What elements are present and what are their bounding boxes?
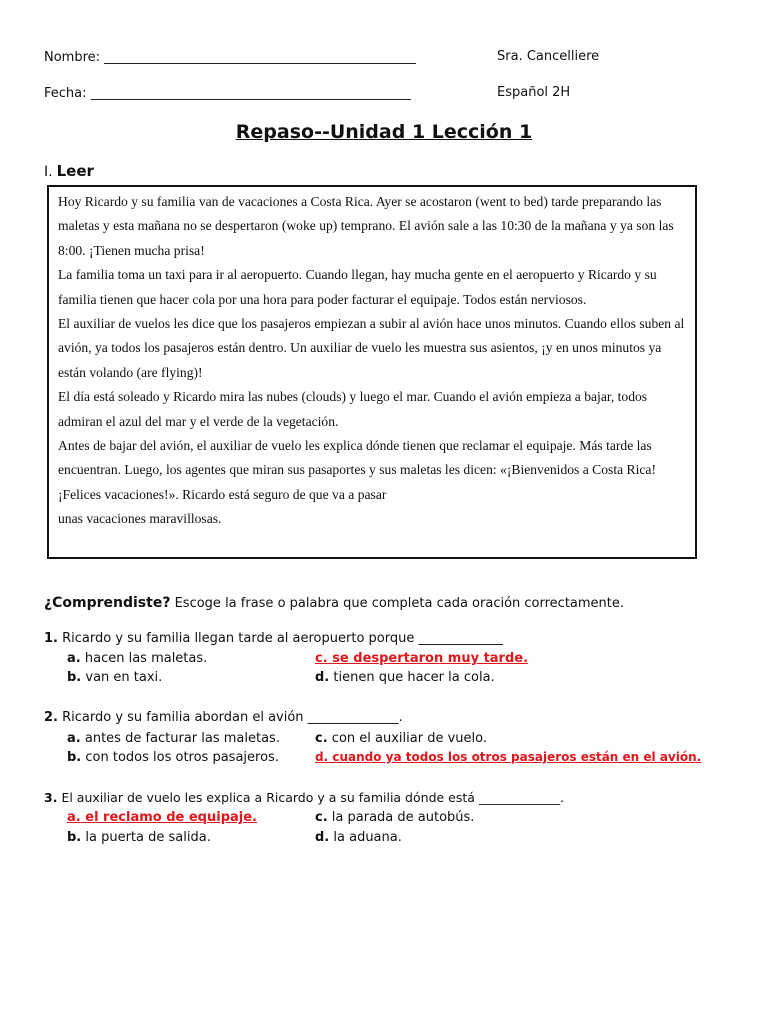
reading-paragraph: unas vacaciones maravillosas. — [58, 511, 222, 527]
option-text: cuando ya todos los otros pasajeros están en el avión. — [332, 750, 702, 764]
option-letter: a. — [67, 731, 81, 746]
question-text: Ricardo y su familia abordan el avión ______________. — [62, 710, 403, 725]
reading-box — [47, 185, 697, 559]
option-letter: a. — [67, 810, 81, 825]
option-2c[interactable] — [315, 731, 487, 746]
section-heading — [44, 162, 94, 180]
option-text: con el auxiliar de vuelo. — [331, 731, 487, 746]
option-3d[interactable] — [315, 830, 402, 845]
option-3b[interactable] — [67, 830, 211, 845]
option-1d[interactable] — [315, 670, 495, 685]
option-letter: b. — [67, 750, 82, 765]
question-3 — [44, 790, 564, 805]
option-text: la puerta de salida. — [85, 830, 211, 845]
option-text: hacen las maletas. — [84, 651, 208, 666]
class-name: Español 2H — [497, 85, 571, 100]
option-3c[interactable] — [315, 810, 474, 825]
option-letter: a. — [67, 651, 81, 666]
section-label: Leer — [56, 162, 94, 180]
option-text: van en taxi. — [85, 670, 163, 685]
reading-paragraph: Hoy Ricardo y su familia van de vacaciones a Costa Rica. Ayer se acostaron (went to bed) tarde preparando las maletas y esta mañana no se despertaron (woke up) temprano. El avión sale a las 10:30 de la mañana y ya son las 8:00. ¡Tienen mucha prisa! — [58, 194, 674, 258]
option-2b[interactable] — [67, 750, 279, 765]
option-1b[interactable] — [67, 670, 162, 685]
reading-paragraph: El auxiliar de vuelos les dice que los pasajeros empiezan a subir al avión hace unos minutos. Cuando ellos suben al avión, ya todos los pasajeros están dentro. Un auxiliar de vuelo les muestra sus asientos, ¡y en unos minutos ya están volando (are flying)! — [58, 316, 685, 380]
nombre-field — [44, 49, 416, 65]
option-text: tienen que hacer la cola. — [333, 670, 495, 685]
option-letter: c. — [315, 651, 328, 666]
reading-paragraph: La familia toma un taxi para ir al aeropuerto. Cuando llegan, hay mucha gente en el aeropuerto y Ricardo y su familia tienen que hacer cola por una hora para poder facturar el equipaje. Todos están nerviosos. — [58, 267, 657, 307]
option-2a[interactable] — [67, 731, 280, 746]
instructions-text: Escoge la frase o palabra que completa cada oración correctamente. — [174, 596, 625, 611]
option-text: antes de facturar las maletas. — [84, 731, 280, 746]
option-1a[interactable] — [67, 651, 207, 666]
option-letter: c. — [315, 731, 328, 746]
section-number: I. — [44, 164, 53, 180]
page-title: Repaso--Unidad 1 Lección 1 — [235, 121, 533, 143]
nombre-label: Nombre: — [44, 50, 101, 65]
question-2 — [44, 710, 403, 725]
question-1 — [44, 631, 503, 646]
option-1c-correct[interactable] — [315, 651, 528, 666]
reading-paragraph: Antes de bajar del avión, el auxiliar de vuelo les explica dónde tienen que reclamar el equipaje. Más tarde las encuentran. Luego, los agentes que miran sus pasaportes y sus maletas les dicen: «¡Bienvenidos a Costa Rica! ¡Felices vacaciones!». Ricardo está seguro de que va a pasar — [58, 438, 656, 502]
option-2d-correct[interactable] — [315, 750, 701, 764]
instructions-heading: ¿Comprendiste? — [44, 595, 171, 611]
option-letter: d. — [315, 750, 329, 764]
teacher-name: Sra. Cancelliere — [497, 49, 600, 64]
fecha-field — [44, 85, 411, 101]
option-letter: b. — [67, 670, 82, 685]
nombre-blank — [104, 49, 416, 64]
instructions — [44, 595, 624, 611]
option-3a-correct[interactable] — [67, 810, 257, 825]
question-text: Ricardo y su familia llegan tarde al aeropuerto porque _____________ — [62, 631, 503, 646]
fecha-label: Fecha: — [44, 86, 87, 101]
option-letter: b. — [67, 830, 82, 845]
reading-paragraph: El día está soleado y Ricardo mira las nubes (clouds) y luego el mar. Cuando el avión empieza a bajar, todos admiran el azul del mar y el verde de la vegetación. — [58, 389, 648, 429]
option-text: el reclamo de equipaje. — [85, 810, 257, 825]
option-text: con todos los otros pasajeros. — [85, 750, 279, 765]
question-number: 3. — [44, 790, 58, 805]
question-text: El auxiliar de vuelo les explica a Ricardo y a su familia dónde está _____________. — [61, 790, 565, 805]
option-text: la parada de autobús. — [331, 810, 475, 825]
fecha-blank — [91, 85, 411, 100]
question-number: 2. — [44, 710, 58, 725]
option-text: la aduana. — [333, 830, 402, 845]
option-letter: d. — [315, 670, 330, 685]
option-letter: c. — [315, 810, 328, 825]
question-number: 1. — [44, 631, 58, 646]
option-letter: d. — [315, 830, 330, 845]
option-text: se despertaron muy tarde. — [332, 651, 529, 666]
